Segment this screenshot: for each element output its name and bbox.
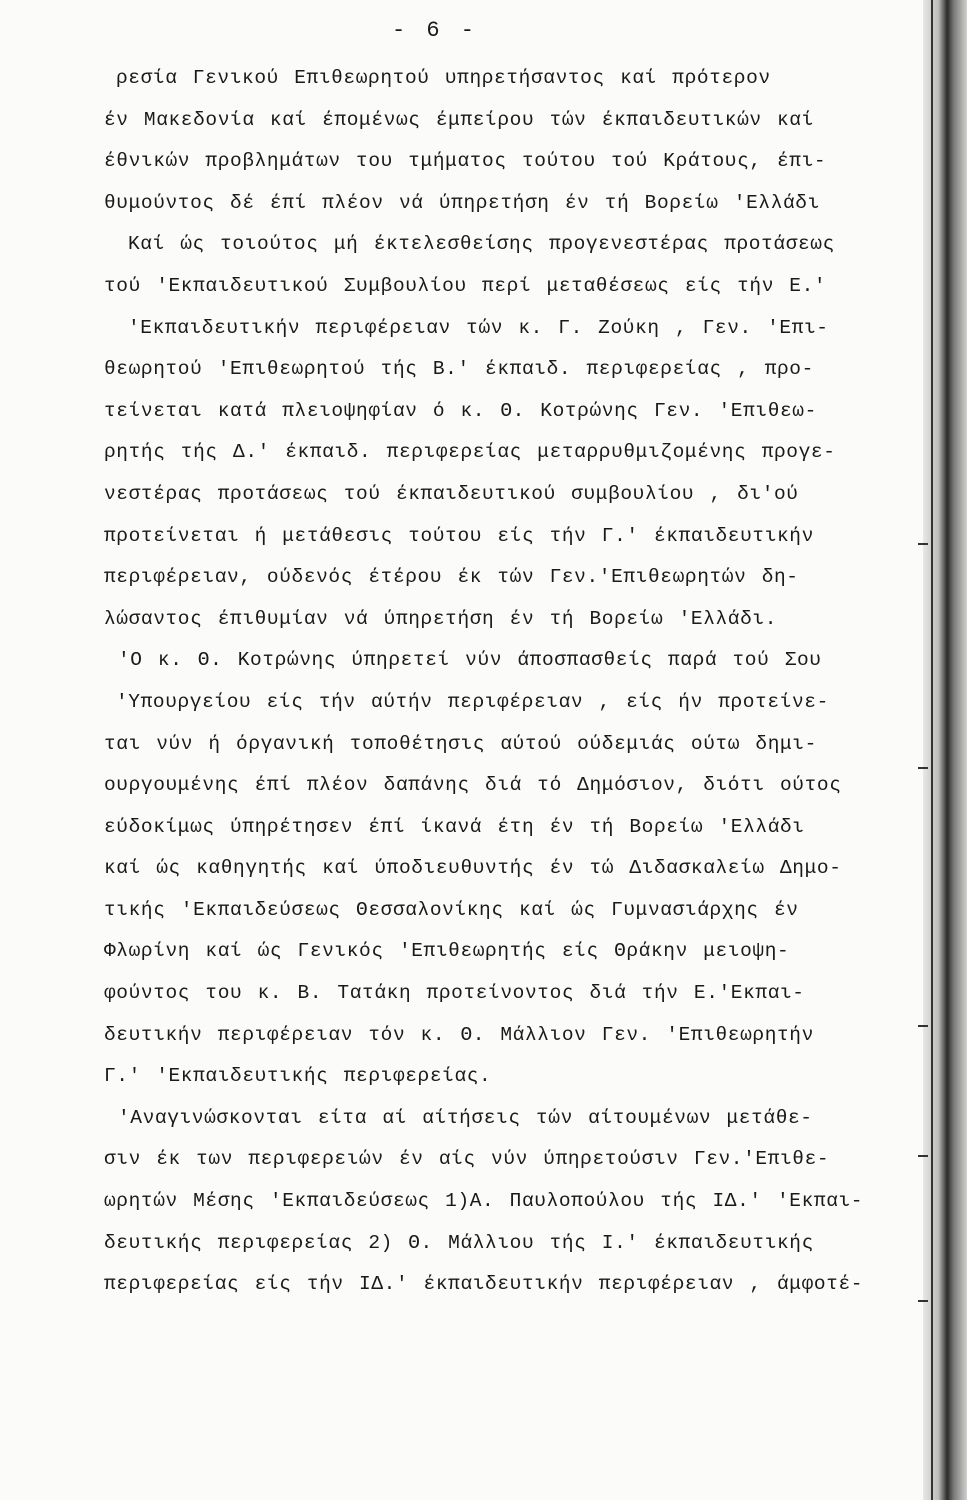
text-line: προτείνεται ή μετάθεσις τούτου είς τήν Γ.' έκπαιδευτικήν — [104, 524, 814, 547]
margin-tick — [918, 1155, 928, 1157]
text-line: 'Εκπαιδευτικήν περιφέρειαν τών κ. Γ. Ζούκη , Γεν. 'Επι- — [128, 316, 829, 339]
margin-tick — [918, 543, 928, 545]
text-line: 'Υπουργείου είς τήν αύτήν περιφέρειαν , είς ήν προτείνε- — [116, 690, 829, 713]
margin-tick — [918, 1025, 928, 1027]
margin-tick — [918, 1300, 928, 1302]
text-line: ται νύν ή όργανική τοποθέτησις αύτού ούδεμιάς ούτω δημι- — [104, 732, 817, 755]
text-line: θυμούντος δέ έπί πλέον νά ύπηρετήση έν τή Βορείω 'Ελλάδι — [104, 191, 820, 214]
text-line: Γ.' 'Εκπαιδευτικής περιφερείας. — [104, 1065, 492, 1088]
text-line: Καί ώς τοιούτος μή έκτελεσθείσης προγενεστέρας προτάσεως — [128, 233, 835, 256]
text-line: έθνικών προβλημάτων του τμήματος τούτου τού Κράτους, έπι- — [104, 150, 827, 173]
text-line: 'Ο κ. Θ. Κοτρώνης ύπηρετεί νύν άποσπασθείς παρά τού Σου — [118, 649, 822, 672]
margin-tick — [918, 767, 928, 769]
text-line: περιφερείας είς τήν ΙΔ.' έκπαιδευτικήν περιφέρειαν , άμφοτέ- — [104, 1273, 864, 1296]
text-line: ουργουμένης έπί πλέον δαπάνης διά τό Δημόσιον, διότι ούτος — [104, 774, 842, 797]
text-line: τικής 'Εκπαιδεύσεως Θεσσαλονίκης καί ώς Γυμνασιάρχης έν — [104, 898, 799, 921]
text-line: Φλωρίνη καί ώς Γενικός 'Επιθεωρητής είς Θράκην μειοψη- — [104, 940, 790, 963]
page-number: - 6 - — [392, 18, 479, 43]
text-line: δευτικής περιφερείας 2) Θ. Μάλλιου τής Ι.' έκπαιδευτικής — [104, 1231, 814, 1254]
text-line: φούντος του κ. Β. Τατάκη προτείνοντος διά τήν Ε.'Εκπαι- — [104, 982, 805, 1005]
text-line: τείνεται κατά πλειοψηφίαν ό κ. Θ. Κοτρώνης Γεν. 'Επιθεω- — [104, 399, 817, 422]
text-line: περιφέρειαν, ούδενός έτέρου έκ τών Γεν.'Επιθεωρητών δη- — [104, 566, 799, 589]
text-line: τού 'Εκπαιδευτικού Συμβουλίου περί μεταθέσεως είς τήν Ε.' — [104, 274, 827, 297]
text-line: καί ώς καθηγητής καί ύποδιευθυντής έν τώ Διδασκαλείω Δημο- — [104, 857, 842, 880]
text-line: εύδοκίμως ύπηρέτησεν έπί ίκανά έτη έν τή Βορείω 'Ελλάδι — [104, 815, 805, 838]
text-line: 'Αναγινώσκονται είτα αί αίτήσεις τών αίτουμένων μετάθε- — [118, 1106, 813, 1129]
text-line: λώσαντος έπιθυμίαν νά ύπηρετήση έν τή Βορείω 'Ελλάδι. — [104, 607, 778, 630]
body-text — [104, 58, 919, 1306]
text-line: ωρητών Μέσης 'Εκπαιδεύσεως 1)Α. Παυλοπούλου τής ΙΔ.' 'Εκπαι- — [104, 1190, 864, 1213]
text-line: σιν έκ των περιφερειών έν αίς νύν ύπηρετούσιν Γεν.'Επιθε- — [104, 1148, 830, 1171]
binding-edge-line — [931, 0, 933, 1500]
text-line: έν Μακεδονία καί έπομένως έμπείρου τών έκπαιδευτικών καί — [104, 108, 814, 131]
text-line: ρητής τής Δ.' έκπαιδ. περιφερείας μεταρρυθμιζομένης προγε- — [104, 441, 836, 464]
text-line: θεωρητού 'Επιθεωρητού τής Β.' έκπαιδ. περιφερείας , προ- — [104, 358, 814, 381]
text-line: νεστέρας προτάσεως τού έκπαιδευτικού συμβουλίου , δι'ού — [104, 482, 799, 505]
binding-edge — [923, 0, 967, 1500]
text-line: ρεσία Γενικού Επιθεωρητού υπηρετήσαντος καί πρότερον — [116, 67, 771, 89]
text-line: δευτικήν περιφέρειαν τόν κ. Θ. Μάλλιον Γεν. 'Επιθεωρητήν — [104, 1023, 814, 1046]
